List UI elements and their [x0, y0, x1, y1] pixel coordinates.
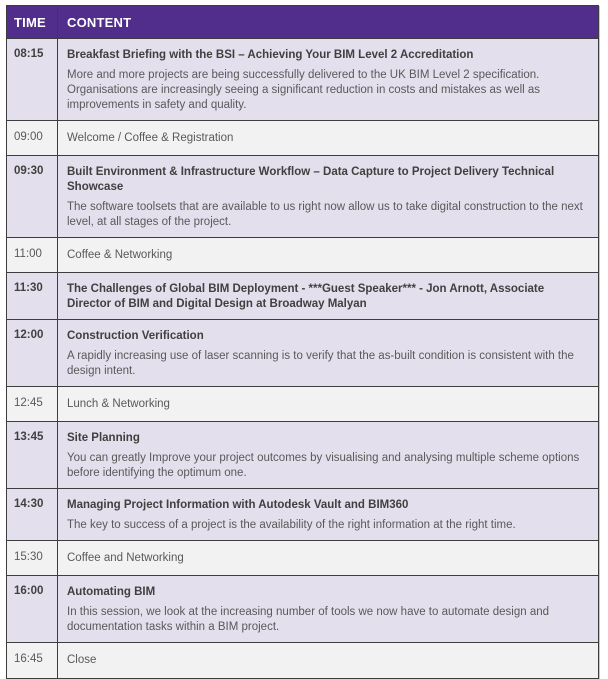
item-label: Lunch & Networking — [67, 398, 170, 410]
session-title: Construction Verification — [67, 330, 204, 342]
row-time: 08:15 — [7, 39, 58, 121]
row-content — [58, 387, 599, 422]
row-content — [58, 320, 599, 387]
session-description: More and more projects are being successfully delivered to the UK BIM Level 2 specification. Organisations are increasingly seeing a significant reduction in costs and mistakes as well as improvements in safety and quality. — [67, 69, 541, 111]
row-time: 09:00 — [7, 121, 58, 156]
table-row — [7, 238, 599, 273]
row-time: 11:00 — [7, 238, 58, 273]
row-content — [58, 489, 599, 541]
row-time: 12:45 — [7, 387, 58, 422]
row-time: 11:30 — [7, 273, 58, 320]
table-row — [7, 273, 599, 320]
column-header-time: TIME — [7, 6, 58, 39]
row-time: 09:30 — [7, 156, 58, 238]
table-row — [7, 121, 599, 156]
row-content — [58, 273, 599, 320]
row-time: 13:45 — [7, 422, 58, 489]
table-row — [7, 39, 599, 121]
table-row — [7, 387, 599, 422]
item-label: Close — [67, 654, 97, 666]
item-label: Coffee and Networking — [67, 552, 184, 564]
session-description: The software toolsets that are available to us right now allow us to take digital construction to the next level, at all stages of the project. — [67, 201, 583, 228]
row-time: 16:00 — [7, 576, 58, 643]
row-content — [58, 643, 599, 679]
session-description: A rapidly increasing use of laser scanning is to verify that the as-built condition is consistent with the design intent. — [67, 350, 574, 377]
table-row — [7, 541, 599, 576]
table-row — [7, 643, 599, 679]
session-description: The key to success of a project is the availability of the right information at the right time. — [67, 519, 516, 531]
row-time: 12:00 — [7, 320, 58, 387]
row-content — [58, 238, 599, 273]
item-label: Coffee & Networking — [67, 249, 173, 261]
row-time: 16:45 — [7, 643, 58, 679]
table-header-row — [7, 6, 599, 39]
row-content — [58, 39, 599, 121]
agenda-table — [6, 5, 599, 679]
row-content — [58, 576, 599, 643]
session-title: Breakfast Briefing with the BSI – Achieving Your BIM Level 2 Accreditation — [67, 49, 474, 61]
session-title: Automating BIM — [67, 586, 156, 598]
table-row — [7, 489, 599, 541]
session-title: Site Planning — [67, 432, 140, 444]
session-title: Managing Project Information with Autodesk Vault and BIM360 — [67, 499, 409, 511]
session-description: In this session, we look at the increasing number of tools we now have to automate design and documentation tasks within a BIM project. — [67, 606, 550, 633]
row-content — [58, 541, 599, 576]
table-row — [7, 320, 599, 387]
session-description: You can greatly Improve your project outcomes by visualising and analysing multiple scheme options before identifying the optimum one. — [67, 452, 580, 479]
row-time: 14:30 — [7, 489, 58, 541]
row-content — [58, 422, 599, 489]
row-time: 15:30 — [7, 541, 58, 576]
row-content — [58, 156, 599, 238]
table-row — [7, 422, 599, 489]
table-row — [7, 576, 599, 643]
table-row — [7, 156, 599, 238]
session-title: The Challenges of Global BIM Deployment - ***Guest Speaker*** - Jon Arnott, Associate Director of BIM and Digital Design at Broadway Malyan — [67, 283, 545, 310]
row-content — [58, 121, 599, 156]
item-label: Welcome / Coffee & Registration — [67, 132, 234, 144]
column-header-content: CONTENT — [58, 6, 599, 39]
session-title: Built Environment & Infrastructure Workflow – Data Capture to Project Delivery Technical Showcase — [67, 166, 555, 193]
